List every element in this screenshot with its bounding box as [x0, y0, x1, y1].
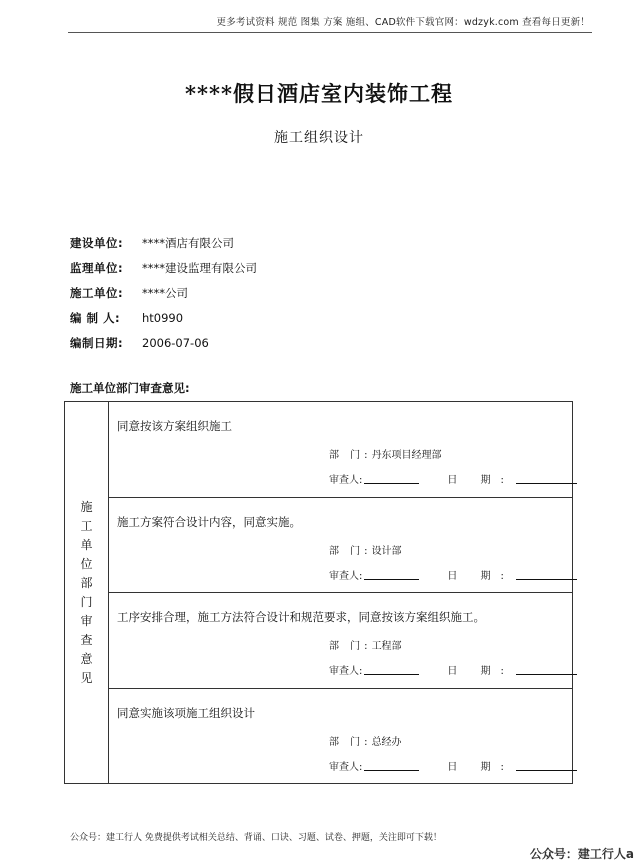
date-signature-line [516, 471, 577, 484]
side-label-char: 位 [80, 556, 93, 571]
review-signature [329, 567, 577, 582]
review-opinion: 工序安排合理，施工方法符合设计和规范要求，同意按该方案组织施工。 [117, 610, 485, 624]
dept-value: 丹东项目经理部 [371, 450, 442, 461]
info-value: ht0990 [142, 310, 184, 325]
info-label: 施工单位: [70, 285, 124, 300]
dept-label: 部 门: [329, 641, 372, 652]
review-dept [329, 446, 442, 461]
review-row [109, 402, 572, 498]
header-divider [68, 32, 592, 33]
date-signature-line [516, 758, 577, 771]
dept-label: 部 门: [329, 450, 372, 461]
info-row-contractor [70, 280, 257, 305]
review-row [109, 498, 572, 594]
side-label-char: 见 [80, 670, 93, 685]
review-table [64, 401, 573, 784]
date-label: 日 期: [447, 761, 514, 773]
side-label-char: 查 [80, 632, 93, 647]
dept-value: 总经办 [371, 736, 402, 748]
reviewer-signature-line [364, 567, 419, 580]
info-value: ****建设监理有限公司 [142, 260, 257, 275]
info-row-supervisor [70, 255, 257, 280]
info-label: 编 制 人: [70, 310, 121, 325]
info-label: 建设单位: [70, 235, 124, 250]
review-row [109, 593, 572, 689]
side-label-char: 意 [80, 651, 93, 666]
watermark-text: 公众号：建工行人a [529, 847, 634, 861]
review-opinion: 施工方案符合设计内容，同意实施。 [117, 514, 301, 529]
side-label-char: 部 [80, 575, 93, 590]
review-side-label [65, 402, 109, 783]
side-label-char: 工 [80, 518, 93, 533]
info-label: 编制日期: [70, 335, 124, 350]
dept-label: 部 门: [329, 736, 372, 748]
info-value: 2006-07-06 [142, 335, 209, 350]
reviewer-label: 审查人: [329, 475, 363, 486]
date-label: 日 期: [447, 666, 514, 677]
review-signature [329, 662, 577, 677]
side-label-char: 施 [80, 499, 93, 514]
reviewer-signature-line [364, 471, 419, 484]
review-dept [329, 542, 402, 557]
side-label-char: 门 [80, 594, 93, 609]
info-row-author [70, 305, 257, 330]
side-label-char: 审 [80, 613, 93, 628]
project-info [70, 230, 257, 355]
dept-value: 设计部 [371, 545, 402, 557]
info-value: ****公司 [142, 285, 188, 300]
review-rows [109, 402, 572, 783]
header-note: 更多考试资料 规范 图集 方案 施组、CAD软件下载官网：wdzyk.com 查看每日更新！ [216, 17, 590, 28]
reviewer-label: 审查人: [329, 761, 363, 773]
reviewer-label: 审查人: [329, 570, 363, 582]
reviewer-signature-line [364, 758, 419, 771]
dept-value: 工程部 [371, 641, 402, 652]
review-signature [329, 758, 577, 773]
info-row-client [70, 230, 257, 255]
review-dept [329, 733, 402, 748]
date-label: 日 期: [447, 475, 514, 486]
review-heading: 施工单位部门审查意见: [70, 381, 190, 395]
document-subtitle: 施工组织设计 [274, 130, 364, 146]
date-signature-line [516, 662, 577, 675]
side-label-char: 单 [80, 537, 93, 552]
info-label: 监理单位: [70, 260, 124, 275]
dept-label: 部 门: [329, 545, 372, 557]
info-row-date [70, 330, 257, 355]
info-value: ****酒店有限公司 [142, 235, 234, 250]
review-dept [329, 637, 402, 652]
review-signature [329, 471, 577, 486]
review-opinion: 同意按该方案组织施工 [117, 419, 232, 433]
review-row [109, 689, 572, 784]
date-label: 日 期: [447, 570, 514, 582]
review-opinion: 同意实施该项施工组织设计 [117, 705, 255, 720]
date-signature-line [516, 567, 577, 580]
reviewer-signature-line [364, 662, 419, 675]
document-title: ****假日酒店室内装饰工程 [185, 81, 453, 106]
footer-note: 公众号：建工行人 免费提供考试相关总结、背诵、口诀、习题、试卷、押题，关注即可下载！ [70, 833, 442, 843]
reviewer-label: 审查人: [329, 666, 363, 677]
